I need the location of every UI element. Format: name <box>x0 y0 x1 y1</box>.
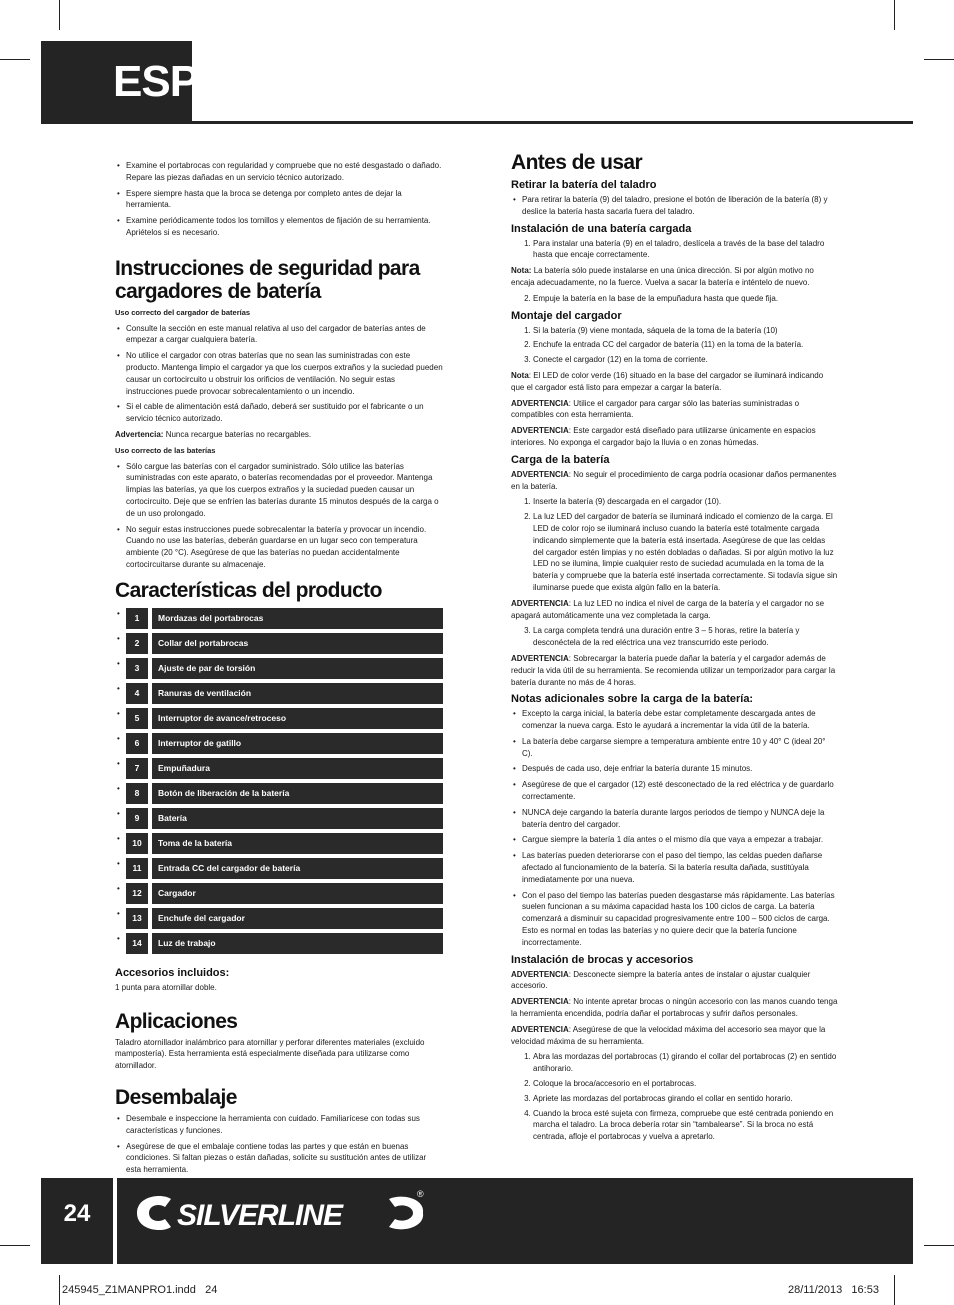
feature-number: • 14 <box>126 933 148 954</box>
warning-label: ADVERTENCIA <box>511 598 569 608</box>
charger-bullets <box>115 323 443 425</box>
date-imprint: 28/11/2013 16:53 <box>788 1284 879 1296</box>
list-item: • Después de cada uso, deje enfriar la batería durante 15 minutos. <box>522 763 838 775</box>
list-item: • Si el cable de alimentación está dañado, deberá ser sustituido por el fabricante o un servicio técnico autorizado. <box>126 401 443 425</box>
warning-label: Advertencia: <box>115 429 164 439</box>
crop-mark <box>924 59 954 60</box>
feature-number: • 2 <box>126 633 148 654</box>
list-item: 3. La carga completa tendrá una duración entre 3 – 5 horas, retire la batería y desconéctela de la red eléctrica una vez transcurrido este periodo. <box>533 625 838 649</box>
feature-row <box>126 708 443 729</box>
feature-row <box>126 833 443 854</box>
warning-label: ADVERTENCIA <box>511 469 569 479</box>
crop-mark <box>0 1245 30 1246</box>
feature-label: Entrada CC del cargador de batería <box>152 858 443 879</box>
bits-install-heading: Instalación de brocas y accesorios <box>511 953 694 966</box>
install-steps <box>511 238 838 262</box>
list-item: 1. Inserte la batería (9) descargada en el cargador (10). <box>533 496 838 508</box>
feature-label: Batería <box>152 808 443 829</box>
unpacking-bullets <box>115 1113 443 1176</box>
feature-number: • 8 <box>126 783 148 804</box>
mount-steps <box>511 325 838 366</box>
warning-text: : Utilice el cargador para cargar sólo las baterías suministradas o compatibles con esta herramienta. <box>511 398 800 420</box>
brand-logo-icon <box>133 1185 433 1245</box>
bits-steps <box>511 1051 838 1143</box>
list-item: • Desembale e inspeccione la herramienta con cuidado. Familiarícese con todas sus características y funciones. <box>126 1113 443 1137</box>
feature-row <box>126 908 443 929</box>
list-item: • Cargue siempre la batería 1 día antes o el mismo día que vaya a empezar a trabajar. <box>522 834 838 846</box>
warning-text: : Sobrecargar la batería puede dañar la batería y el cargador además de reducir la vida útil de su herramienta. Se recomienda utilizar un temporizador para cargar la batería durante no más de 4 horas. <box>511 653 836 687</box>
accessories-heading: Accesorios incluidos: <box>115 966 230 979</box>
charge-steps-cont <box>511 625 838 649</box>
battery-use-heading: Uso correcto de las baterías <box>115 445 216 455</box>
feature-number: • 10 <box>126 833 148 854</box>
features-heading: Características del producto <box>115 578 382 602</box>
silverline-logo <box>133 1185 433 1245</box>
warning-note <box>511 398 838 422</box>
feature-label: Ranuras de ventilación <box>152 683 443 704</box>
feature-label: Ajuste de par de torsión <box>152 658 443 679</box>
feature-number: • 3 <box>126 658 148 679</box>
list-item: 4. Cuando la broca esté sujeta con firmeza, compruebe que esté centrada poniendo en marcha el taladro. La broca debería rotar sin “tambalearse”. Si la broca no está centrada, afloje el portabrocas y vuelva a apretarlo. <box>533 1108 838 1143</box>
feature-row <box>126 783 443 804</box>
feature-row <box>126 808 443 829</box>
note-label: Nota <box>511 370 529 380</box>
feature-number: • 6 <box>126 733 148 754</box>
warning-note <box>511 598 838 622</box>
applications-heading: Aplicaciones <box>115 1009 238 1033</box>
list-item: 1. Si la batería (9) viene montada, sáquela de la toma de la batería (10) <box>533 325 838 337</box>
feature-number: • 5 <box>126 708 148 729</box>
list-item: • Excepto la carga inicial, la batería debe estar completamente descargada antes de comenzar la nueva carga. Esto le ayudará a incrementar la vida útil de la batería. <box>522 708 838 732</box>
list-item: • Examine el portabrocas con regularidad y compruebe que no esté desgastado o dañado. Repare las piezas dañadas en un servicio técnico autorizado. <box>126 160 443 184</box>
notes-bullets <box>511 708 838 948</box>
warning-note <box>511 425 838 449</box>
feature-label: Luz de trabajo <box>152 933 443 954</box>
crop-mark <box>894 0 895 30</box>
crop-mark <box>59 0 60 30</box>
list-item: • NUNCA deje cargando la batería durante largos periodos de tiempo y NUNCA deje la batería dentro del cargador. <box>522 807 838 831</box>
feature-row <box>126 733 443 754</box>
feature-row <box>126 758 443 779</box>
warning-text: : Desconecte siempre la batería antes de instalar o ajustar cualquier accesorio. <box>511 969 811 991</box>
list-item: • Espere siempre hasta que la broca se detenga por completo antes de dejar la herramienta. <box>126 188 443 212</box>
warning-label: ADVERTENCIA <box>511 997 569 1007</box>
feature-label: Mordazas del portabrocas <box>152 608 443 629</box>
list-item: • Asegúrese de que el embalaje contiene todas las partes y que están en buenas condiciones. Si faltan piezas o están dañadas, solicite su sustitución antes de utilizar esta herramienta. <box>126 1141 443 1176</box>
feature-number: • 4 <box>126 683 148 704</box>
feature-number: • 9 <box>126 808 148 829</box>
warning-note <box>115 429 443 441</box>
feature-label: Botón de liberación de la batería <box>152 783 443 804</box>
note-text: : El LED de color verde (16) situado en la base del cargador se iluminará indicando que el cargador está listo para empezar a cargar la batería. <box>511 370 824 392</box>
left-column <box>115 160 443 1180</box>
warning-text: : No intente apretar brocas o ningún accesorio con las manos cuando tenga la herramienta encendida, podría dañar el portabrocas y sufrir daños personales. <box>511 997 838 1019</box>
crop-mark <box>924 1245 954 1246</box>
list-item: • Con el paso del tiempo las baterías pueden desgastarse más rápidamente. Las baterías suelen funcionan a su máxima capacidad hasta los 100 ciclos de carga. La batería comenzará a disminuir su capacidad progresivamente entre 100 – 500 ciclos de carga. Esto es normal en todas las baterías y no quiere decir que la batería funcione incorrectamente. <box>522 890 838 949</box>
charge-steps <box>511 496 838 593</box>
feature-row <box>126 683 443 704</box>
feature-row <box>126 633 443 654</box>
safety-heading: Instrucciones de seguridad para cargadores de batería <box>115 256 420 303</box>
list-item: • No utilice el cargador con otras baterías que no sean las suministradas con este producto. Mantenga limpio el cargador ya que los cuerpos extraños y la suciedad pueden causar un cortocircuito u obstruir los orificios de ventilación. No seguir estas instrucciones puede provocar sobrecalentamiento o un incendio. <box>126 350 443 397</box>
list-item: • No seguir estas instrucciones puede sobrecalentar la batería y provocar un incendio. Cuando no use las baterías, deberán guardarse en un lugar seco con temperatura ambiente (20 °C). Asegúrese de que las baterías no puedan accidentalmente cortocircuitarse durante su almacenaje. <box>126 524 443 571</box>
page-number: 24 <box>63 1200 91 1227</box>
feature-number: • 13 <box>126 908 148 929</box>
feature-label: Collar del portabrocas <box>152 633 443 654</box>
warning-text: : No seguir el procedimiento de carga podría ocasionar daños permanentes en la batería. <box>511 469 837 491</box>
charger-mount-heading: Montaje del cargador <box>511 309 622 322</box>
crop-mark <box>59 1275 60 1305</box>
feature-number: • 11 <box>126 858 148 879</box>
list-item: 2. Enchufe la entrada CC del cargador de batería (11) en la toma de la batería. <box>533 339 838 351</box>
feature-row <box>126 933 443 954</box>
footer-divider <box>113 1178 117 1264</box>
feature-number: • 12 <box>126 883 148 904</box>
warning-label: ADVERTENCIA <box>511 653 569 663</box>
feature-label: Interruptor de gatillo <box>152 733 443 754</box>
feature-number: • 7 <box>126 758 148 779</box>
warning-text: : Este cargador está diseñado para utilizarse únicamente en espacios interiores. No exponga el cargador bajo la lluvia o en zonas húmedas. <box>511 426 816 447</box>
battery-bullets <box>115 461 443 571</box>
list-item: 2. Empuje la batería en la base de la empuñadura hasta que quede fija. <box>533 293 838 305</box>
crop-mark <box>894 1275 895 1305</box>
warning-text: Nunca recargue baterías no recargables. <box>165 429 312 439</box>
feature-label: Toma de la batería <box>152 833 443 854</box>
warning-text: : Asegúrese de que la velocidad máxima del accesorio sea mayor que la velocidad máxima de su herramienta. <box>511 1024 826 1046</box>
list-item: 1. Para instalar una batería (9) en el taladro, deslícela a través de la base del taladro hasta que encaje correctamente. <box>533 238 838 262</box>
charger-use-heading: Uso correcto del cargador de baterías <box>115 307 251 317</box>
features-list <box>115 608 443 954</box>
note-label: Nota: <box>511 266 532 276</box>
feature-label: Empuñadura <box>152 758 443 779</box>
remove-battery-heading: Retirar la batería del taladro <box>511 179 657 191</box>
language-label: ESP <box>113 57 199 106</box>
warning-text: : La luz LED no indica el nivel de carga de la batería y el cargador no se apagará automáticamente una vez completada la carga. <box>511 598 825 620</box>
additional-notes-heading: Notas adicionales sobre la carga de la batería: <box>511 693 754 706</box>
accessories-text: 1 punta para atornillar doble. <box>115 982 217 992</box>
battery-charge-heading: Carga de la batería <box>511 453 610 466</box>
warning-note <box>511 996 838 1020</box>
install-note <box>511 265 838 289</box>
mount-note <box>511 370 838 394</box>
file-imprint: 245945_Z1MANPRO1.indd 24 <box>62 1284 218 1296</box>
list-item: • Examine periódicamente todos los tornillos y elementos de fijación de su herramienta. Apriételos si es necesario. <box>126 215 443 239</box>
feature-row <box>126 658 443 679</box>
list-item: • Sólo cargue las baterías con el cargador suministrado. Sólo utilice las baterías suministradas con este aparato, o baterías recomendadas por el proveedor. Mantenga limpias las baterías, ya que los cuerpos extraños y la suciedad pueden causar un cortocircuito. Deje que se enfríen las baterías durante 15 minutos después de la carga o de un uso prolongado. <box>126 461 443 520</box>
right-column <box>511 151 838 1147</box>
list-item: • Asegúrese de que el cargador (12) esté desconectado de la red eléctrica y de guardarlo correctamente. <box>522 779 838 803</box>
language-badge <box>41 41 199 123</box>
feature-row <box>126 608 443 629</box>
applications-text: Taladro atornillador inalámbrico para atornillar y perforar diferentes materiales (excluido mampostería). Esta herramienta está especialmente diseñada para utilizarse como atornillador. <box>115 1037 425 1071</box>
intro-bullets <box>115 160 443 239</box>
feature-row <box>126 883 443 904</box>
install-steps-cont <box>511 293 838 305</box>
warning-note <box>511 653 838 688</box>
feature-label: Interruptor de avance/retroceso <box>152 708 443 729</box>
list-item: 2. Coloque la broca/accesorio en el portabrocas. <box>533 1078 838 1090</box>
feature-label: Enchufe del cargador <box>152 908 443 929</box>
warning-note <box>511 969 838 993</box>
install-battery-heading: Instalación de una batería cargada <box>511 222 692 235</box>
brand-wordmark: SILVERLINE <box>177 1199 343 1232</box>
list-item: • Las baterías pueden deteriorarse con el paso del tiempo, las celdas pueden dañarse afectado al funcionamiento de la batería. Si la batería resulta dañada, sustitúyala inmediatamente por una nueva. <box>522 850 838 885</box>
warning-label: ADVERTENCIA <box>511 969 569 979</box>
remove-bullets <box>511 194 838 218</box>
registered-mark: ® <box>417 1189 424 1199</box>
list-item: 2. La luz LED del cargador de batería se iluminará indicado el comienzo de la carga. El LED de color rojo se iluminará incluso cuando la batería esté totalmente cargada indicando simplemente que la batería está insertada. Asegúrese de que las celdas del cargador estén limpias y no estén dobladas o dañadas. Si por algún motivo la luz LED no se ilumina, limpie cualquier resto de suciedad acumulada en la toma de la batería y compruebe que la batería esté insertada correctamente. Si todavía sigue sin iluminarse puede que exista algún fallo en la batería. <box>533 511 838 594</box>
warning-note <box>511 469 838 493</box>
list-item: 3. Conecte el cargador (12) en la toma de corriente. <box>533 354 838 366</box>
warning-label: ADVERTENCIA <box>511 398 569 408</box>
list-item: 3. Apriete las mordazas del portabrocas girando el collar en sentido horario. <box>533 1093 838 1105</box>
list-item: • Consulte la sección en este manual relativa al uso del cargador de baterías antes de empezar a cargar cualquiera batería. <box>126 323 443 347</box>
warning-note <box>511 1024 838 1048</box>
feature-number: • 1 <box>126 608 148 629</box>
unpacking-heading: Desembalaje <box>115 1085 237 1109</box>
before-use-heading: Antes de usar <box>511 151 643 174</box>
feature-row <box>126 858 443 879</box>
note-text: La batería sólo puede instalarse en una única dirección. Si por algún motivo no encaja adecuadamente, no la fuerce. Vuelva a sacar la batería e inténtelo de nuevo. <box>511 266 814 287</box>
warning-label: ADVERTENCIA <box>511 1024 569 1034</box>
feature-label: Cargador <box>152 883 443 904</box>
list-item: • Para retirar la batería (9) del taladro, presione el botón de liberación de la batería (8) y deslice la batería hasta sacarla fuera del taladro. <box>522 194 838 218</box>
warning-label: ADVERTENCIA <box>511 426 569 436</box>
list-item: 1. Abra las mordazas del portabrocas (1) girando el collar del portabrocas (2) en sentido antihorario. <box>533 1051 838 1075</box>
header-rule <box>41 121 913 124</box>
list-item: • La batería debe cargarse siempre a temperatura ambiente entre 10 y 40° C (ideal 20° C). <box>522 736 838 760</box>
crop-mark <box>0 59 30 60</box>
